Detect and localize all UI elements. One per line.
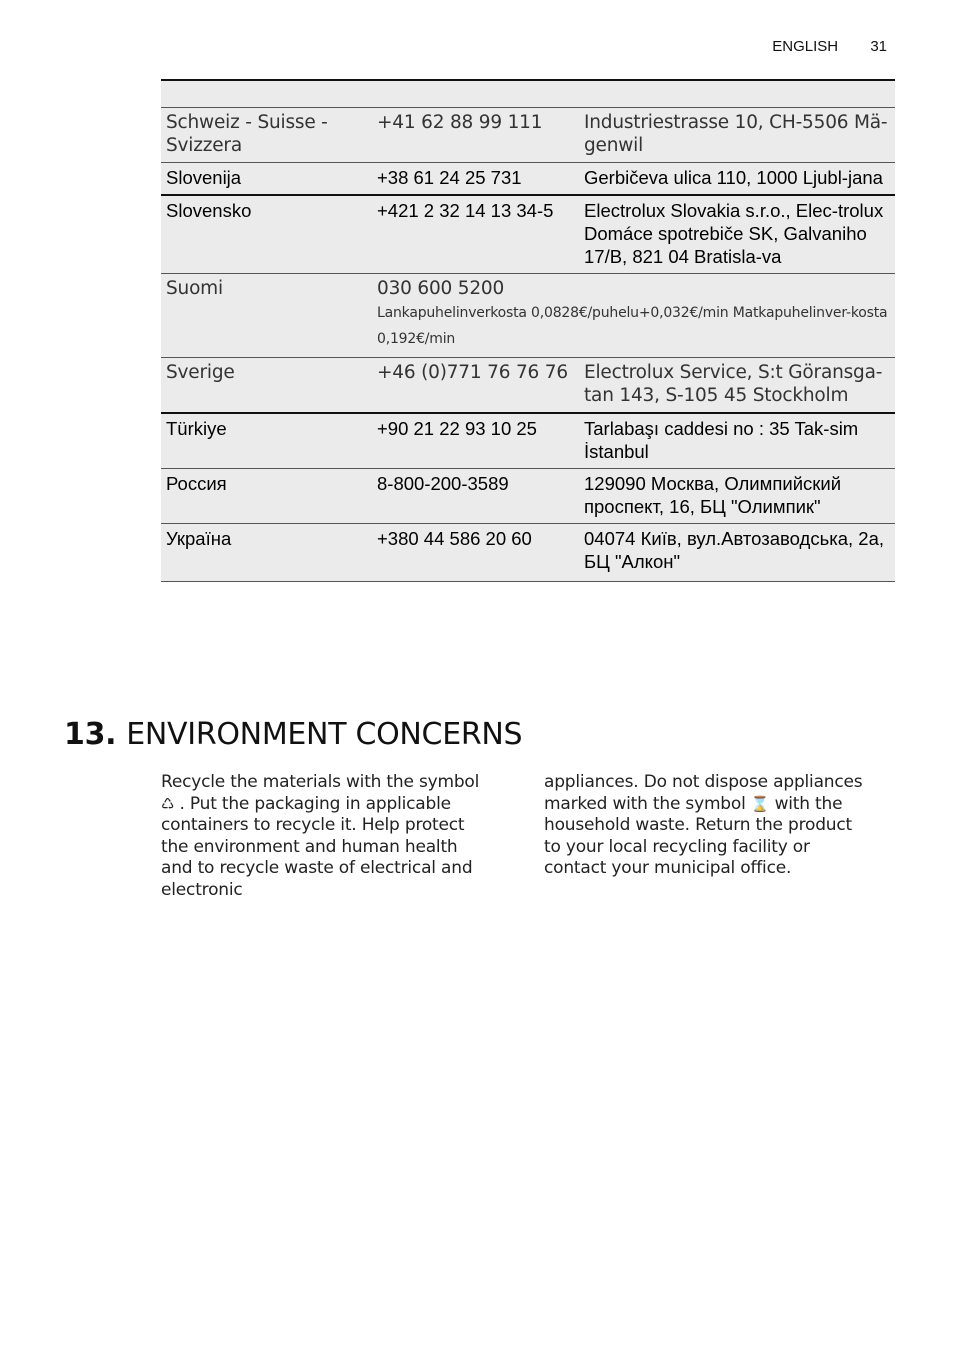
table-row [161,469,895,524]
tariff-note: Lankapuhelinverkosta 0,0828€/puhelu+0,032€/min Matkapuhelinver-kosta 0,192€/min [377,305,888,347]
table-row [161,108,895,163]
country-cell: Slovenija [161,163,372,196]
country-cell: Türkiye [161,413,372,469]
address-cell: 129090 Москва, Олимпийский проспект, 16, БЦ "Олимпик" [579,469,895,524]
table-row [161,163,895,196]
address-cell: Gerbičeva ulica 110, 1000 Ljubl-jana [579,163,895,196]
phone-note-cell [372,274,895,358]
country-cell: Slovensko [161,195,372,274]
address-cell: Industriestrasse 10, CH-5506 Mä-genwil [579,108,895,163]
body-text: . Put the packaging in applicable containers to recycle it. Help protect the environment and human health and to recycle waste of electrical and electronic [161,793,473,900]
phone-number: 030 600 5200 [377,278,505,299]
body-text: appliances. Do not dispose appliances marked with the symbol [544,772,863,814]
header-language: ENGLISH [772,38,839,55]
section-number: 13. [64,717,117,752]
page-number: 31 [870,38,887,55]
phone-cell: 8-800-200-3589 [372,469,579,524]
country-cell: Schweiz - Suisse - Svizzera [161,108,372,163]
body-text-left-column [161,772,481,901]
crossed-bin-icon: ⌛ [750,794,770,813]
address-cell: Electrolux Slovakia s.r.o., Elec-trolux Domáce spotrebiče SK, Galvaniho 17/B, 821 04 Bratisla-va [579,195,895,274]
phone-cell: +46 (0)771 76 76 76 [372,358,579,414]
section-heading [64,717,522,752]
table-row [161,524,895,582]
table-row [161,195,895,274]
table-row [161,80,895,108]
address-cell: Tarlabaşı caddesi no : 35 Tak-sim İstanbul [579,413,895,469]
table-row [161,358,895,414]
country-cell: Suomi [161,274,372,358]
section-title-text: ENVIRONMENT CONCERNS [126,717,523,752]
address-cell: Electrolux Service, S:t Göransga-tan 143, S-105 45 Stockholm [579,358,895,414]
recycle-icon: ♺ [161,794,175,813]
body-text: Recycle the materials with the symbol [161,772,480,792]
phone-cell: +421 2 32 14 13 34-5 [372,195,579,274]
body-text: with the household waste. Return the product to your local recycling facility or contact your municipal office. [544,793,852,878]
address-cell: 04074 Київ, вул.Автозаводська, 2а, БЦ "Алкон" [584,528,884,572]
page-header [772,38,887,55]
table-row [161,413,895,469]
body-text-right-column [544,772,864,880]
phone-cell: +38 61 24 25 731 [372,163,579,196]
phone-cell: +41 62 88 99 111 [372,108,579,163]
country-cell: Україна [166,528,232,549]
country-cell: Россия [161,469,372,524]
phone-cell: +90 21 22 93 10 25 [372,413,579,469]
service-contacts-table [161,79,895,582]
country-cell: Sverige [161,358,372,414]
phone-cell: +380 44 586 20 60 [377,528,532,549]
table-row [161,274,895,358]
